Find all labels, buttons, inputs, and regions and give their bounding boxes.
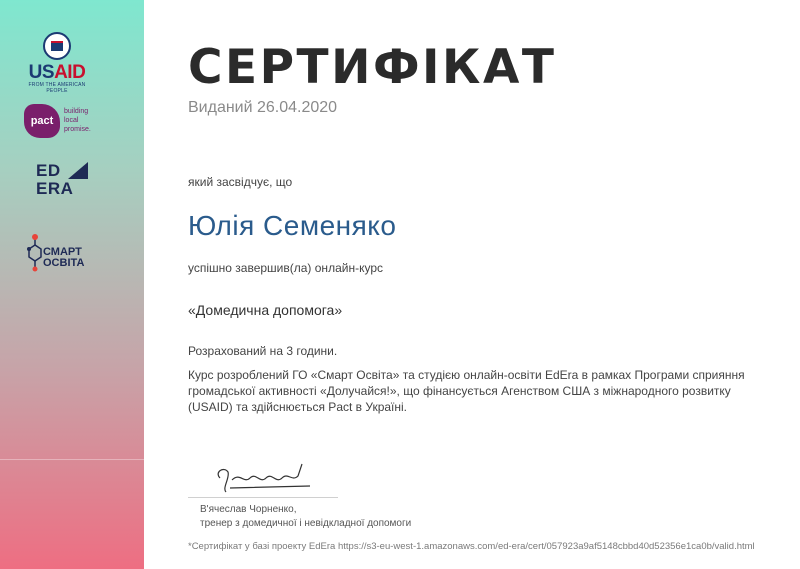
usaid-seal-icon xyxy=(43,32,71,60)
completion-text: успішно завершив(ла) онлайн-курс xyxy=(188,261,383,275)
signer-block xyxy=(200,503,411,531)
smart-osvita-text: СМАРТ xyxy=(43,246,82,258)
pact-logo xyxy=(24,104,114,140)
signer-role: тренер з домедичної і невідкладної допомоги xyxy=(200,518,412,529)
pact-tagline-line: local xyxy=(64,117,79,124)
usaid-logo-text: US xyxy=(28,62,55,83)
course-description: Курс розроблений ГО «Смарт Освіта» та студією онлайн-освіти EdEra в рамках Програми сприяння громадської активності «Долучайся!», що фінансується Агенством США з міжнародного розвитку (USAID) та здійснюється Pact в Україні. xyxy=(188,368,745,414)
edera-logo xyxy=(36,162,96,208)
course-name: «Домедична допомога» xyxy=(188,302,343,318)
smart-osvita-text: ОСВІТА xyxy=(43,257,85,269)
usaid-logo-text-aid: AID xyxy=(54,62,86,83)
divider xyxy=(0,459,144,460)
pact-tagline xyxy=(64,107,91,134)
edera-flag-icon xyxy=(68,162,88,179)
smart-osvita-logo xyxy=(27,233,107,273)
usaid-logo xyxy=(22,32,92,94)
pact-logo-mark: pact xyxy=(24,104,60,138)
decorative-sidebar xyxy=(0,0,144,569)
pact-tagline-line: building xyxy=(64,108,89,115)
signature-icon xyxy=(210,458,320,502)
certifies-text: який засвідчує, що xyxy=(188,175,293,189)
verification-footnote: *Сертифікат у базі проекту EdEra https://s3-eu-west-1.amazonaws.com/ed-era/cert/057923a9af5148cbbd40d52356e1ca0b/valid.html xyxy=(188,541,755,552)
recipient-name: Юлія Семеняко xyxy=(188,210,397,241)
pact-tagline-line: promise. xyxy=(64,126,91,133)
edera-logo-text: ED xyxy=(36,161,61,180)
edera-logo-text: ERA xyxy=(36,179,74,198)
usaid-tagline: FROM THE AMERICAN PEOPLE xyxy=(28,82,86,94)
signer-name: В'ячеслав Чорненко, xyxy=(200,504,297,515)
certificate-title: СЕРТИФІКАТ xyxy=(188,40,557,95)
signature-line xyxy=(188,497,338,498)
issue-date: Виданий 26.04.2020 xyxy=(188,99,338,116)
course-hours: Розрахований на 3 години. xyxy=(188,344,338,358)
